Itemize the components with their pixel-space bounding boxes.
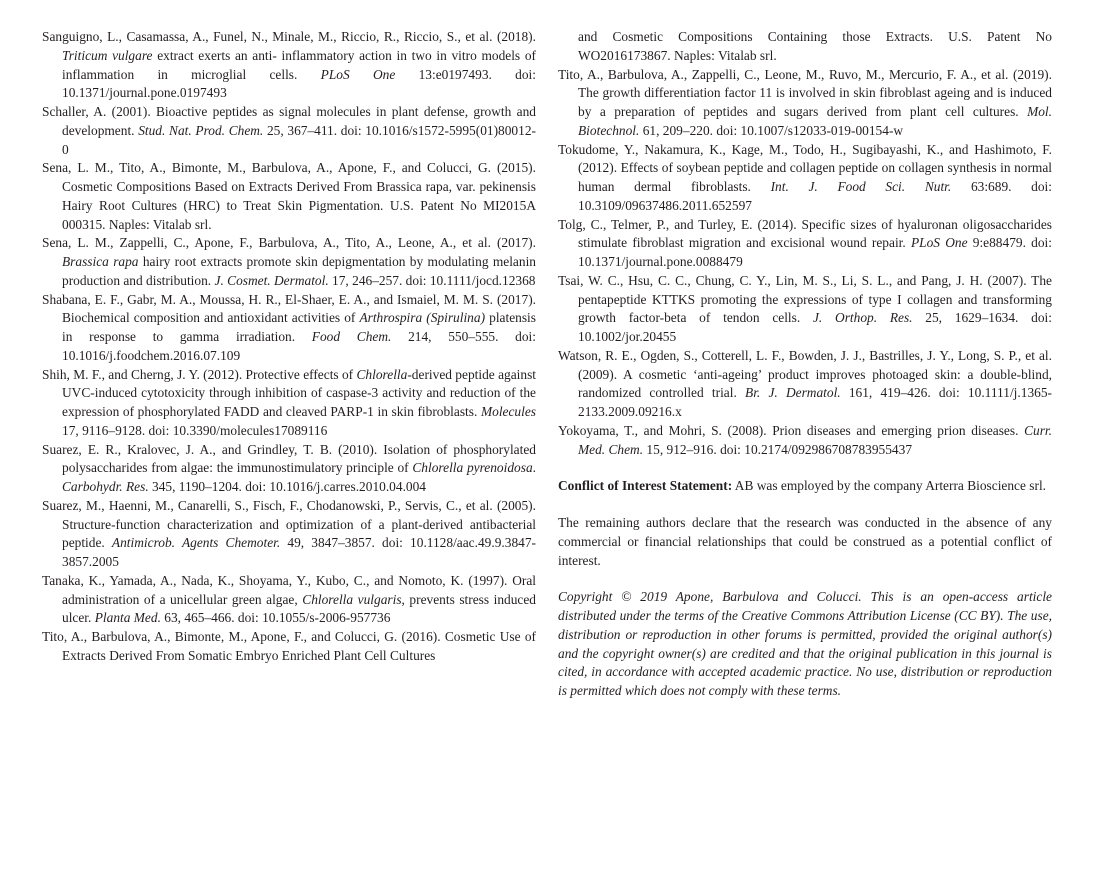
reference-italic-text: Planta Med. — [94, 610, 161, 626]
reference-text: 49, 3847–3857. doi: 10.1128/aac.49.9.3847-3857.2005 — [62, 535, 536, 569]
reference-italic-text: Carbohydr. Res. — [62, 479, 149, 494]
reference-text: hairy root extracts promote skin depigmentation by modulating melanin production and distribution. — [62, 254, 536, 288]
conflict-text: AB was employed by the company Arterra Bioscience srl. — [732, 478, 1047, 494]
reference-text: 345, 1190–1204. doi: 10.1016/j.carres.2010.04.004 — [148, 479, 427, 494]
reference-text: extract exerts an anti- inflammatory action in two in vitro models of inflammation in microglial cells. — [62, 47, 536, 82]
reference-text: Sena, L. M., Zappelli, C., Apone, F., Barbulova, A., Tito, A., Leone, A., et al. (2017). — [42, 235, 536, 251]
reference-item — [42, 441, 536, 497]
reference-text: Suarez, E. R., Kralovec, J. A., and Grindley, T. B. (2010). Isolation of phosphorylated polysaccharides from algae: the immunostimulatory principle of — [42, 441, 536, 476]
reference-item — [42, 497, 536, 572]
reference-italic-text: Arthrospira (Spirulina) — [359, 310, 486, 326]
reference-text: Tito, A., Barbulova, A., Bimonte, M., Apone, F., and Colucci, G. (2016). Cosmetic Use of Extracts Derived From Somatic Embryo Enriched Plant Cell Cultures — [42, 629, 536, 663]
reference-text: 63:689. doi: 10.3109/09637486.2011.652597 — [578, 179, 1053, 213]
reference-text: -derived peptide against UVC-induced cytotoxicity through inhibition of caspase-3 activity and reduction of the expression of phosphorylated FADD and cleaved PARP-1 in skin fibroblasts. — [62, 366, 537, 419]
reference-text: Watson, R. E., Ogden, S., Cotterell, L. F., Bowden, J. J., Bastrilles, J. Y., Long, S. P., et al. (2009). A cosmetic ‘anti-ageing’ product improves photoaged skin: a double-blind, randomized controlled trial. — [558, 347, 1052, 401]
reference-item — [42, 628, 536, 666]
reference-item — [558, 66, 1052, 141]
copyright-notice: Copyright © 2019 Apone, Barbulova and Colucci. This is an open-access article distributed under the terms of the Creative Commons Attribution License (CC BY). The use, distribution or reproduction in other forums is permitted, provided the original author(s) and the copyright owner(s) are credited and that the original publication in this journal is cited, in accordance with accepted academic practice. No use, distribution or reproduction is permitted which does not comply with these terms. — [558, 589, 1052, 698]
reference-italic-text: Food Chem. — [311, 329, 392, 344]
reference-italic-text: PLoS One — [320, 66, 396, 82]
conflict-remaining: The remaining authors declare that the research was conducted in the absence of any commercial or financial relationships that could be construed as a potential conflict of interest. — [558, 515, 1052, 568]
reference-italic-text: Br. J. Dermatol. — [745, 385, 841, 401]
reference-item — [42, 103, 536, 159]
reference-item — [558, 28, 1052, 66]
reference-italic-text: Chlorella vulgaris — [302, 591, 402, 607]
reference-text: , prevents stress induced ulcer. — [62, 591, 536, 626]
reference-italic-text: J. Orthop. Res. — [812, 310, 913, 326]
reference-text: Tokudome, Y., Nakamura, K., Kage, M., Todo, H., Sugibayashi, K., and Hashimoto, F. (2012). Effects of soybean peptide and collagen peptide on collagen synthesis in normal human dermal fibroblasts. — [558, 141, 1052, 194]
reference-text: Tsai, W. C., Hsu, C. C., Chung, C. Y., Lin, M. S., Li, S. L., and Pang, J. H. (2007). The pentapeptide KTTKS promoting the expressions of type I collagen and transforming growth factor-beta of tendon cells. — [558, 272, 1052, 326]
reference-text: 61, 209–220. doi: 10.1007/s12033-019-00154-w — [639, 122, 904, 138]
reference-item — [558, 272, 1052, 347]
reference-italic-text: Int. J. Food Sci. Nutr. — [770, 179, 952, 194]
reference-text: Sanguigno, L., Casamassa, A., Funel, N., Minale, M., Riccio, R., Riccio, S., et al. (2018). — [42, 29, 536, 44]
reference-text: Suarez, M., Haenni, M., Canarelli, S., Fisch, F., Chodanowski, P., Servis, C., et al. (2005). Structure-function characterization and optimization of a plant-derived antibacterial peptide. — [42, 497, 536, 551]
reference-text: 25, 367–411. doi: 10.1016/s1572-5995(01)80012-0 — [62, 122, 536, 157]
reference-text: Tanaka, K., Yamada, A., Nada, K., Shoyama, Y., Kubo, C., and Nomoto, K. (1997). Oral administration of a unicellular green algae, — [42, 572, 536, 607]
conflict-label: Conflict of Interest Statement: — [558, 478, 733, 494]
reference-item — [558, 216, 1052, 272]
reference-item — [42, 572, 536, 628]
reference-italic-text: Curr. Med. Chem. — [578, 422, 1052, 457]
reference-italic-text: PLoS One — [910, 235, 968, 251]
reference-italic-text: Chlorella — [356, 366, 408, 382]
conflict-statement — [558, 477, 1052, 496]
reference-text: Tolg, C., Telmer, P., and Turley, E. (2014). Specific sizes of hyaluronan oligosaccharides stimulate fibroblast migration and excisional wound repair. — [558, 216, 1052, 251]
reference-italic-text: Brassica rapa — [62, 254, 139, 269]
reference-text: 17, 246–257. doi: 10.1111/jocd.12368 — [328, 272, 536, 288]
left-column — [42, 28, 536, 666]
reference-text: 9:e88479. doi: 10.1371/journal.pone.0088479 — [578, 235, 1052, 269]
reference-italic-text: Triticum vulgare — [62, 47, 153, 63]
reference-item — [42, 291, 536, 366]
reference-text: Shabana, E. F., Gabr, M. A., Moussa, H. R., El-Shaer, E. A., and Ismaiel, M. M. S. (2017). Biochemical composition and antioxidant activities of — [42, 291, 536, 326]
reference-text: 15, 912–916. doi: 10.2174/092986708783955437 — [643, 441, 913, 457]
reference-text: Tito, A., Barbulova, A., Zappelli, C., Leone, M., Ruvo, M., Mercurio, F. A., et al. (2019). The growth differentiation factor 11 is involved in skin fibroblast ageing and is induced by a preparation of peptides and sugars derived from plant cell cultures. — [558, 66, 1052, 119]
reference-item — [558, 422, 1052, 460]
reference-text: Shih, M. F., and Cherng, J. Y. (2012). Protective effects of — [42, 366, 357, 382]
reference-italic-text: Mol. Biotechnol. — [578, 104, 1052, 138]
reference-text: Sena, L. M., Tito, A., Bimonte, M., Barbulova, A., Apone, F., and Colucci, G. (2015). Cosmetic Compositions Based on Extracts Derived From Brassica rapa, var. pekinensis Hairy Root Cultures (HRC) to Treat Skin Pigmentation. U.S. Patent No MI2015A 000315. Naples: Vitalab srl. — [42, 160, 536, 232]
reference-text: Yokoyama, T., and Mohri, S. (2008). Prion diseases and emerging prion diseases. — [558, 422, 1025, 438]
reference-text: 161, 419–426. doi: 10.1111/j.1365-2133.2009.09216.x — [578, 385, 1052, 419]
reference-text: platensis in response to gamma irradiation. — [62, 310, 536, 344]
reference-italic-text: J. Cosmet. Dermatol. — [214, 272, 329, 288]
reference-text: 13:e0197493. doi: 10.1371/journal.pone.0197493 — [62, 66, 536, 101]
reference-text: 17, 9116–9128. doi: 10.3390/molecules17089116 — [62, 422, 328, 438]
reference-italic-text: Antimicrob. Agents Chemoter. — [111, 535, 281, 551]
reference-text: and Cosmetic Compositions Containing those Extracts. U.S. Patent No WO2016173867. Naples: Vitalab srl. — [578, 29, 1052, 63]
reference-text: . — [532, 460, 537, 476]
reference-italic-text: Stud. Nat. Prod. Chem. — [138, 122, 264, 138]
right-column — [558, 28, 1052, 701]
reference-item — [558, 141, 1052, 216]
reference-item — [558, 347, 1052, 422]
reference-italic-text: Molecules — [480, 404, 536, 419]
reference-item — [42, 366, 536, 441]
right-references — [558, 28, 1052, 459]
reference-item — [42, 159, 536, 234]
reference-text: 63, 465–466. doi: 10.1055/s-2006-957736 — [160, 610, 391, 626]
reference-text: 25, 1629–1634. doi: 10.1002/jor.20455 — [578, 310, 1052, 344]
reference-item — [42, 234, 536, 290]
reference-italic-text: Chlorella pyrenoidosa — [412, 460, 533, 476]
reference-text: Schaller, A. (2001). Bioactive peptides as signal molecules in plant defense, growth and development. — [42, 104, 536, 138]
reference-item — [42, 28, 536, 103]
reference-text: 214, 550–555. doi: 10.1016/j.foodchem.2016.07.109 — [62, 329, 536, 363]
